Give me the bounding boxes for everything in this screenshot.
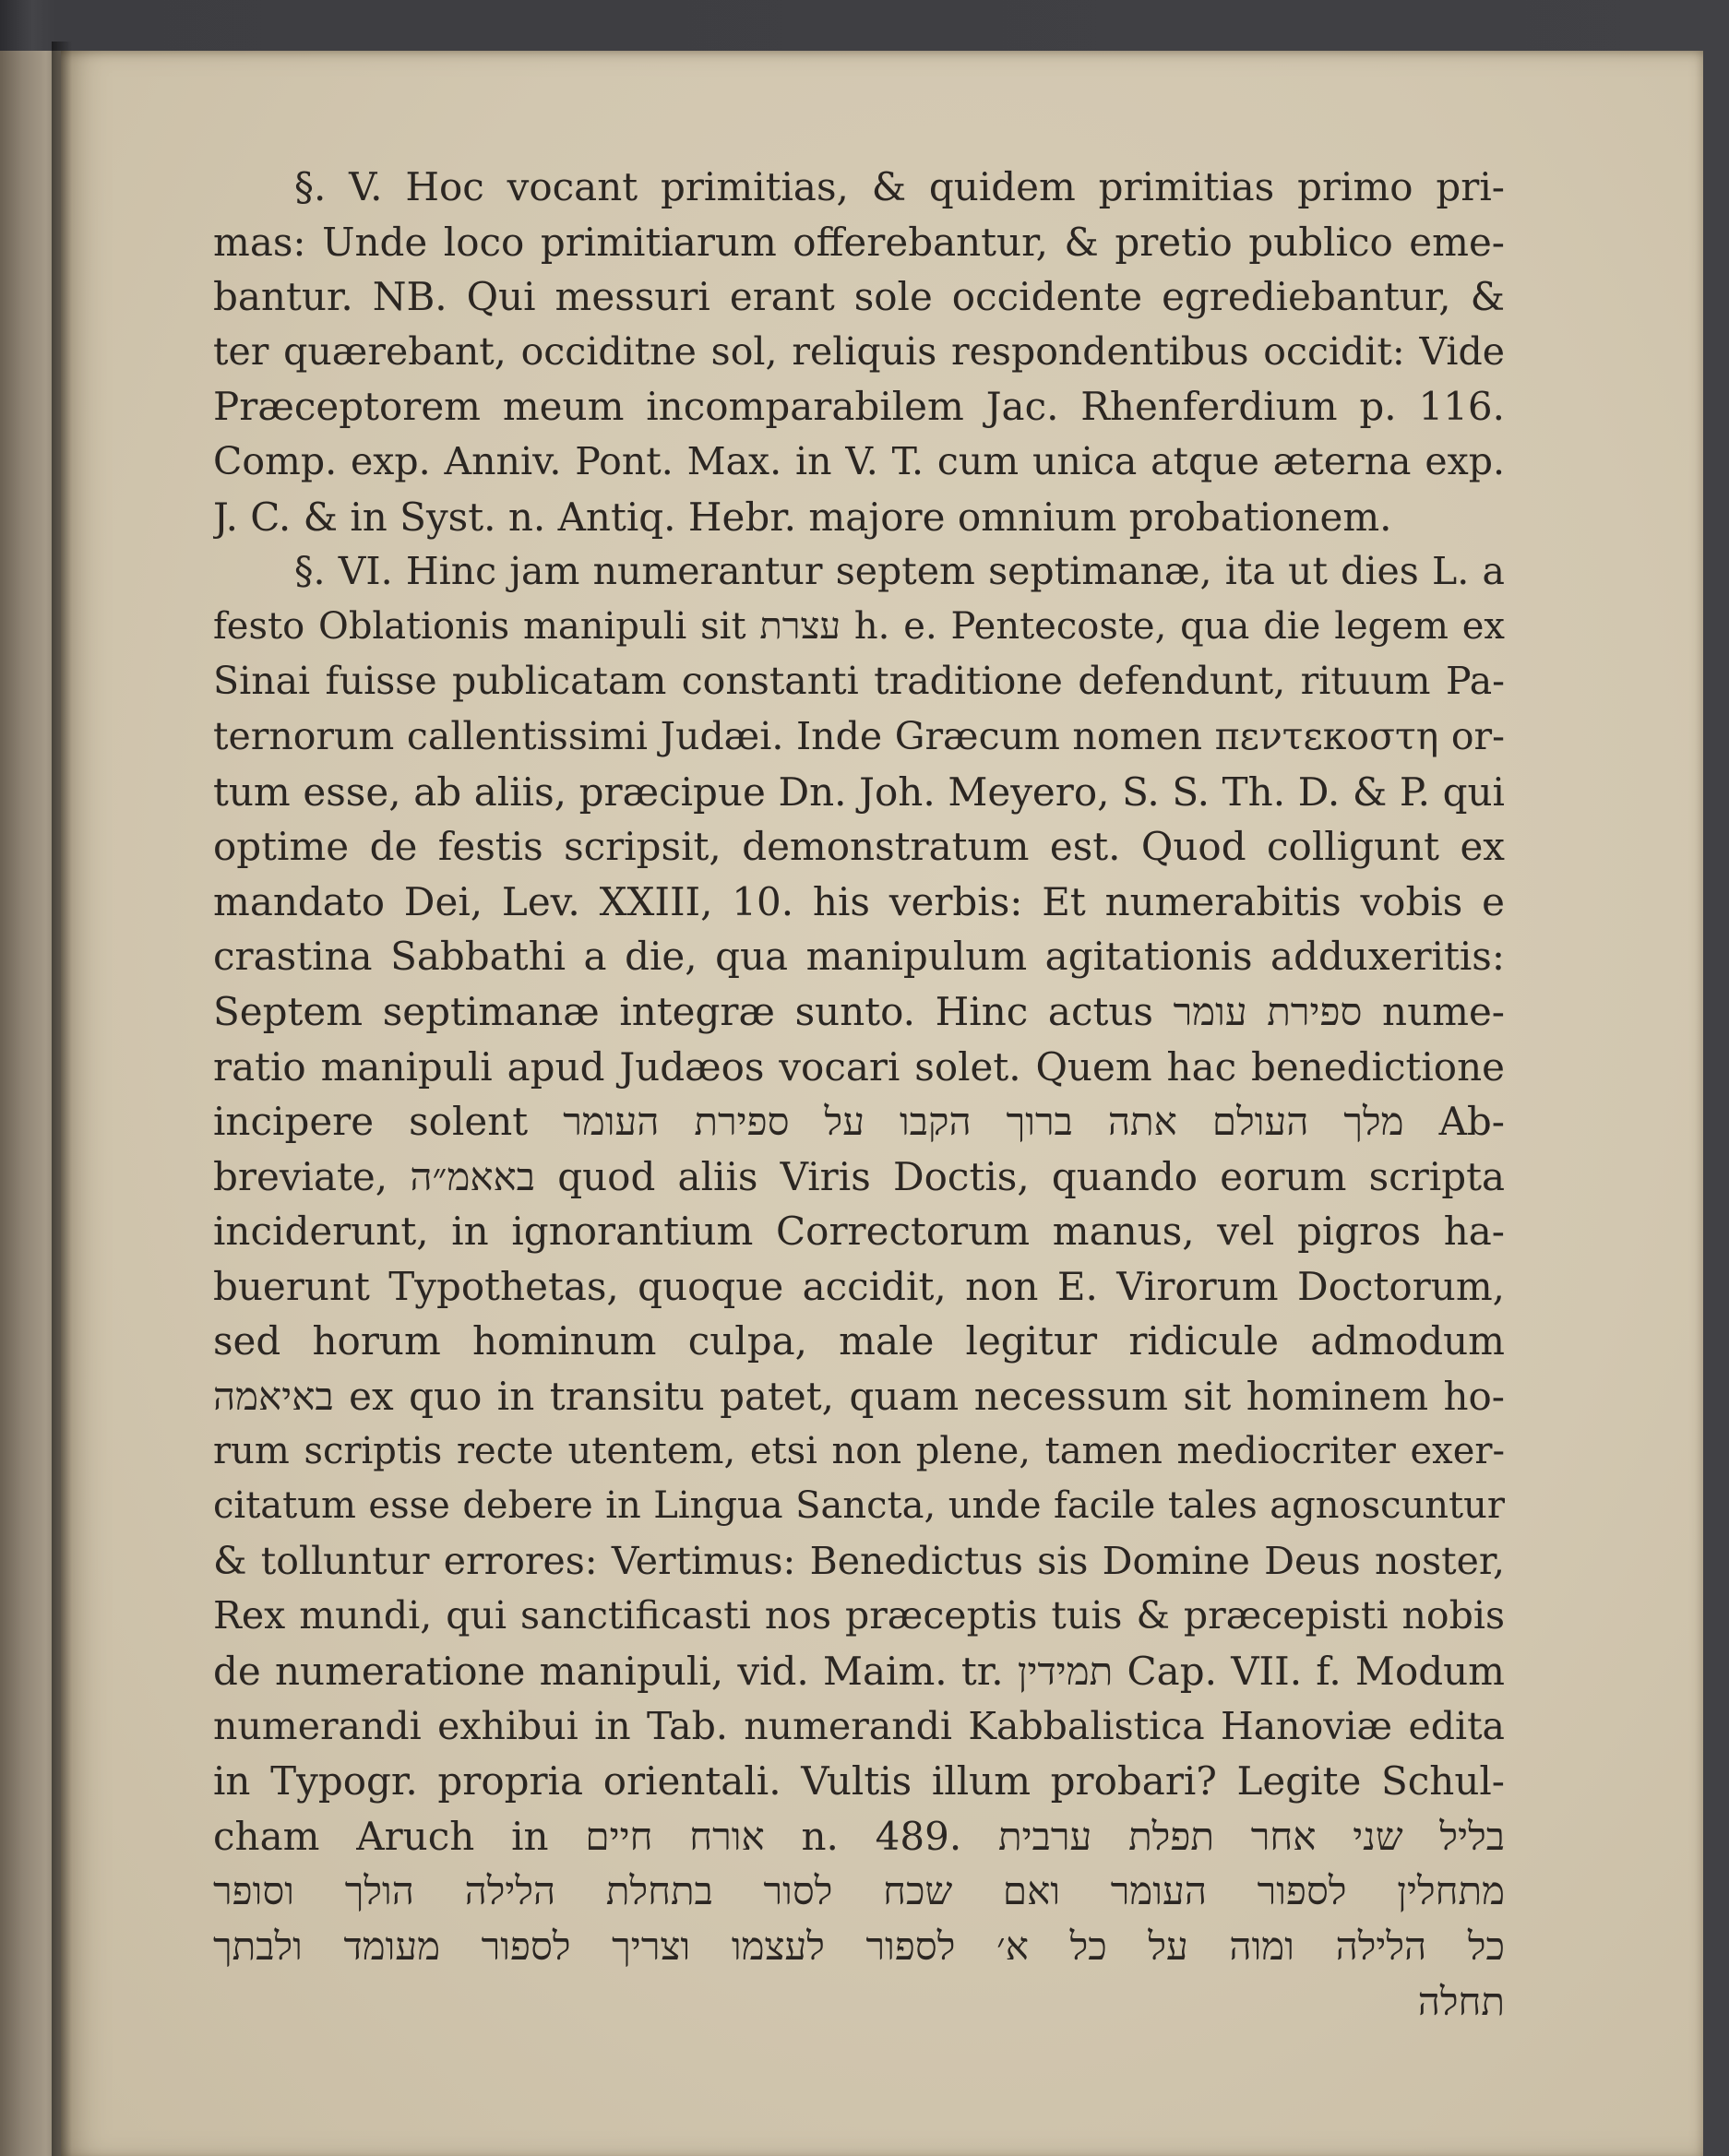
text-line: numerandi exhibui in Tab. numerandi Kabbalistica Hanoviæ edita xyxy=(213,1703,1505,1748)
text-line: §. V. Hoc vocant primitias, & quidem primitias primo pri- xyxy=(294,164,1505,209)
hebrew-line: תחלה xyxy=(1417,1978,1505,2024)
text-line: Præceptorem meum incomparabilem Jac. Rhenferdium p. 116. xyxy=(213,384,1505,430)
text-line: in Typogr. propria orientali. Vultis illum probari? Legite Schul- xyxy=(213,1758,1505,1805)
text-line: mandato Dei, Lev. XXIII, 10. his verbis: Et numerabitis vobis e xyxy=(213,878,1505,924)
text-line: ternorum callentissimi Judæi. Inde Græcum nomen πεντεκοστη or- xyxy=(213,713,1505,758)
hebrew-line: כל הלילה ומוה על כל א׳ לספור לעצמו וצריך לספור מעומד ולבתך xyxy=(213,1924,1505,1969)
text-line: optime de festis scripsit, demonstratum est. Quod colligunt ex xyxy=(213,824,1505,870)
text-line: incipere solent מלך העולם אתה ברוך הקבו על ספירת העומר Ab- xyxy=(213,1099,1505,1145)
text-line: citatum esse debere in Lingua Sancta, unde facile tales agnoscuntur xyxy=(213,1484,1505,1528)
text-line: breviate, באאמ״ה quod aliis Viris Doctis, quando eorum scripta xyxy=(213,1153,1505,1199)
text-line: & tolluntur errores: Vertimus: Benedictus sis Domine Deus noster, xyxy=(213,1538,1505,1583)
hebrew-line: מתחלין לספור העומר ואם שכח לסור בתחלת הלילה הולך וסופר xyxy=(213,1868,1505,1914)
text-line: festo Oblationis manipuli sit עצרת h. e. Pentecoste, qua die legem ex xyxy=(213,604,1505,648)
book-page xyxy=(61,51,1703,2156)
text-line: ter quærebant, occiditne sol, reliquis respondentibus occidit: Vide xyxy=(213,328,1505,374)
text-line: באיאמה ex quo in transitu patet, quam necessum sit hominem ho- xyxy=(213,1374,1505,1420)
page-text xyxy=(213,160,1505,2029)
text-line: inciderunt, in ignorantium Correctorum manus, vel pigros ha- xyxy=(213,1209,1505,1255)
text-line: §. VI. Hinc jam numerantur septem septimanæ, ita ut dies L. a xyxy=(294,549,1505,594)
text-line: crastina Sabbathi a die, qua manipulum agitationis adduxeritis: xyxy=(213,934,1505,980)
text-line: de numeratione manipuli, vid. Maim. tr. תמידין Cap. VII. f. Modum xyxy=(213,1649,1505,1695)
text-line: bantur. NB. Qui messuri erant sole occidente egrediebantur, & xyxy=(213,274,1505,320)
text-line: rum scriptis recte utentem, etsi non plene, tamen mediocriter exer- xyxy=(213,1429,1505,1472)
text-line: Comp. exp. Anniv. Pont. Max. in V. T. cum unica atque æterna exp. xyxy=(213,438,1505,483)
text-line: ratio manipuli apud Judæos vocari solet. Quem hac benedictione xyxy=(213,1043,1505,1090)
text-line: mas: Unde loco primitiarum offerebantur, & pretio publico eme- xyxy=(213,219,1505,265)
text-line: Septem septimanæ integræ sunto. Hinc actus ספירת עומר nume- xyxy=(213,988,1505,1034)
text-line: Sinai fuisse publicatam constanti traditione defendunt, rituum Pa- xyxy=(213,659,1505,704)
text-line: Rex mundi, qui sanctificasti nos præceptis tuis & præcepisti nobis xyxy=(213,1593,1505,1638)
text-line: J. C. & in Syst. n. Antiq. Hebr. majore omnium probationem. xyxy=(213,494,1392,540)
text-line: tum esse, ab aliis, præcipue Dn. Joh. Meyero, S. S. Th. D. & P. qui xyxy=(213,768,1505,815)
spine-shadow xyxy=(52,42,72,2156)
text-line: buerunt Typothetas, quoque accidit, non E. Virorum Doctorum, xyxy=(213,1263,1505,1309)
text-line: sed horum hominum culpa, male legitur ridicule admodum xyxy=(213,1318,1505,1364)
text-line: cham Aruch in אורח חיים n. 489. בליל שני אחר תפלת ערבית xyxy=(213,1813,1505,1859)
